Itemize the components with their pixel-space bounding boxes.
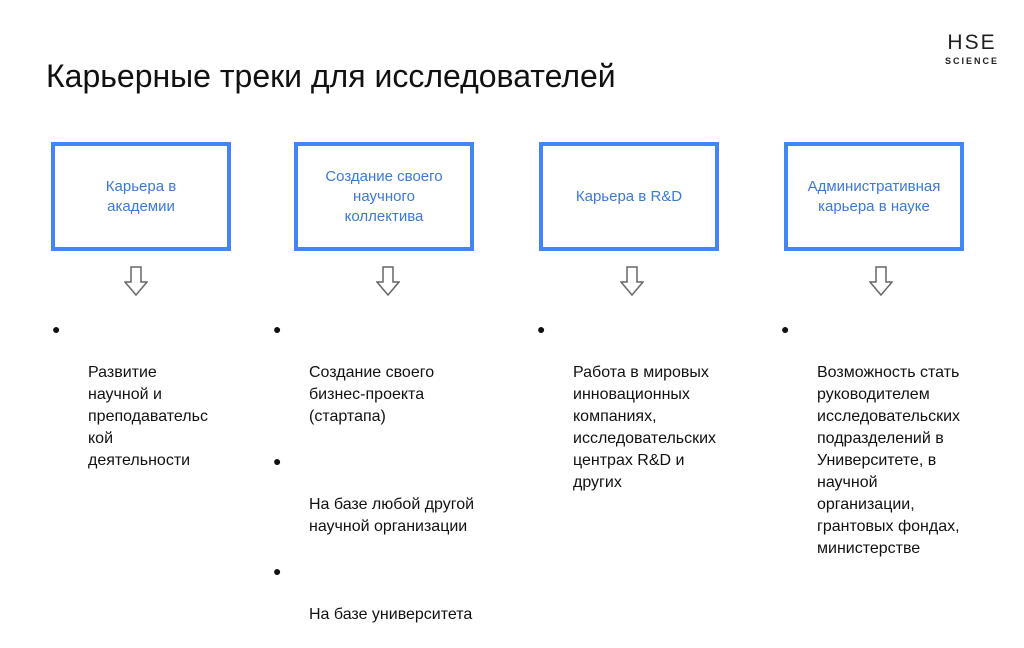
bullet-dot: ● — [781, 321, 790, 337]
track-label-rnd: Карьера в R&D — [575, 187, 683, 205]
list-item-text: Работа в мировых инновационных компаниях, исследовательских центрах R&D и других — [573, 364, 717, 491]
track-label-own-team: Создание своего научного коллектива — [325, 167, 443, 225]
down-arrow-icon — [376, 266, 400, 296]
hse-science-logo — [936, 33, 1008, 73]
track-label-administrative: Административная карьера в науке — [807, 177, 941, 215]
down-arrow-icon — [124, 266, 148, 296]
page-title: Карьерные треки для исследователей — [46, 58, 616, 94]
list-item — [273, 560, 513, 626]
track-box-administrative — [784, 142, 964, 251]
list-item-text: На базе любой другой научной организации — [309, 496, 475, 535]
logo-main-text: HSE — [947, 31, 997, 54]
bullet-list-rnd — [537, 318, 757, 516]
track-box-rnd — [539, 142, 719, 251]
bullet-list-own-team — [273, 318, 513, 648]
list-item — [273, 318, 513, 428]
down-arrow-icon — [620, 266, 644, 296]
bullet-dot: ● — [52, 321, 61, 337]
bullet-list-academia — [52, 318, 242, 494]
list-item-text: Развитие научной и преподавательс кой деятельности — [88, 364, 208, 469]
track-label-academia: Карьера в академии — [105, 177, 177, 215]
list-item — [781, 318, 1011, 560]
logo-sub-text: SCIENCE — [944, 56, 999, 66]
down-arrow-icon — [869, 266, 893, 296]
bullet-list-administrative — [781, 318, 1011, 582]
track-box-academia — [51, 142, 231, 251]
bullet-dot: ● — [273, 453, 282, 469]
list-item — [537, 318, 757, 494]
bullet-dot: ● — [537, 321, 546, 337]
list-item-text: Возможность стать руководителем исследовательских подразделений в Университете, в научной организации, грантовых фондах, министерстве — [817, 364, 961, 557]
list-item — [273, 450, 513, 538]
bullet-dot: ● — [273, 563, 282, 579]
track-box-own-team — [294, 142, 474, 251]
list-item-text: На базе университета — [309, 606, 473, 623]
bullet-dot: ● — [273, 321, 282, 337]
list-item-text: Создание своего бизнес-проекта (стартапа) — [309, 364, 435, 425]
list-item — [52, 318, 242, 472]
